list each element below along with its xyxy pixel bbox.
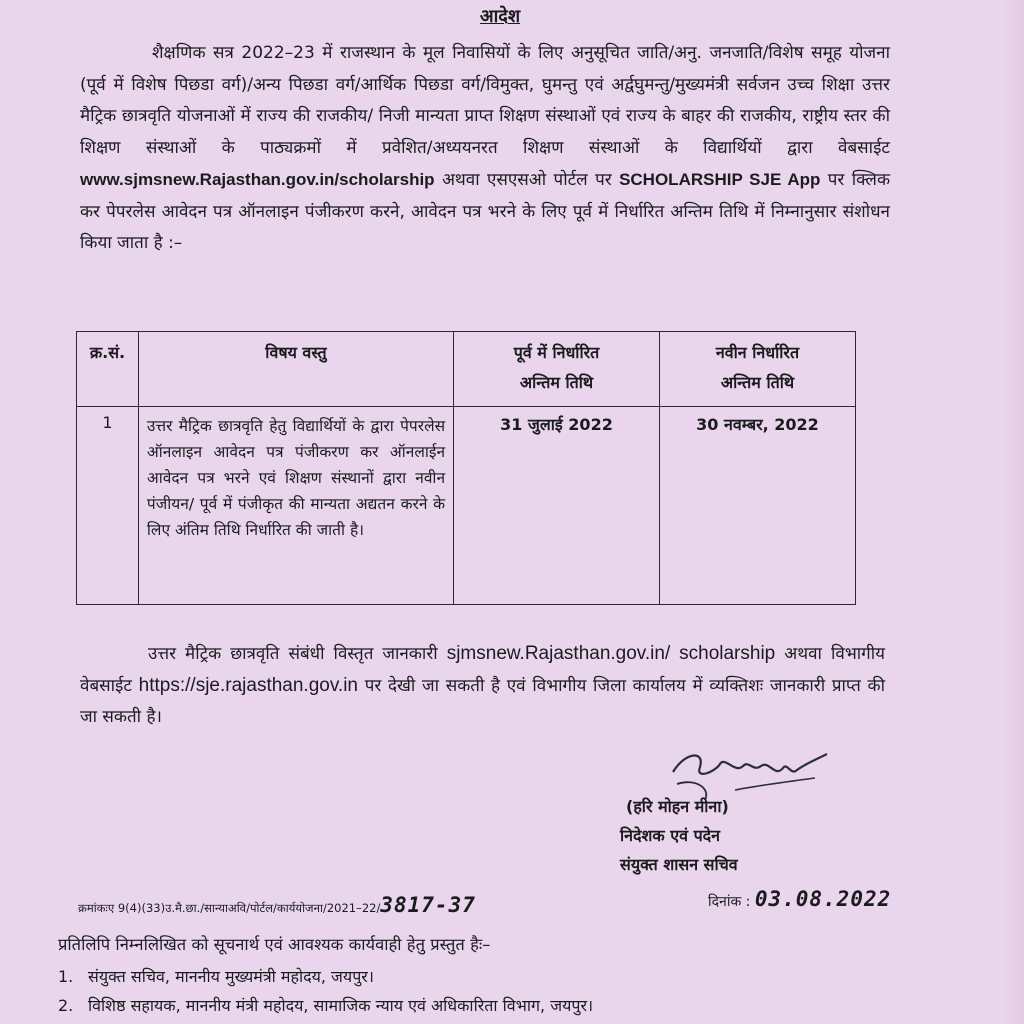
list-item [58, 962, 593, 991]
document-heading: आदेश [479, 6, 521, 27]
intro-text-a: शैक्षणिक सत्र 2022–23 में राजस्थान के मूल निवासियों के लिए अनुसूचित जाति/अनु. जनजाति/विशेष समूह योजना (पूर्व में विशेष पिछडा वर्ग)/अन्य पिछडा वर्ग/आर्थिक पिछडा वर्ग/विमुक्त, घुमन्तु एवं अर्द्वघुमन्तु/मुख्यमंत्री सर्वजन उच्च शिक्षा उत्तर मैट्रिक छात्रवृति योजनाओं में राज्य की राजकीय/ निजी मान्यता प्राप्त शिक्षण संस्थाओं एवं राज्य के बाहर की राजकीय, राष्ट्रीय स्तर की शिक्षण संस्थाओं के पाठ्यक्रमों में प्रवेशित/अध्ययनरत शिक्षण संस्थाओं के विद्यार्थियों द्वारा वेबसाईट [80, 43, 890, 158]
reference-number [78, 893, 476, 917]
deadline-table [76, 331, 856, 605]
header-new-date [659, 332, 855, 407]
scholarship-url: www.sjmsnew.Rajasthan.gov.in/scholarship [80, 170, 435, 189]
reference-prefix: क्रमांकःए 9(4)(33)उ.मै.छा./सान्याअवि/पोर्टल/कार्ययोजना/2021–22/ [78, 901, 381, 915]
header-old-line1: पूर्व में निर्धारित [513, 343, 600, 362]
document-date [708, 887, 891, 911]
signatory-block [620, 792, 800, 879]
header-subject: विषय वस्तु [138, 332, 453, 407]
header-new-line2: अन्तिम तिथि [720, 373, 795, 392]
row-new-date: 30 नवम्बर, 2022 [659, 407, 855, 605]
date-label: दिनांक : [708, 894, 751, 910]
header-new-line1: नवीन निर्धारित [715, 343, 800, 362]
row-subject: उत्तर मैट्रिक छात्रवृति हेतु विद्यार्थियों के द्वारा पेपरलेस ऑनलाइन आवेदन पत्र पंजीकरण कर ऑनलाईन आवेदन पत्र भरने एवं शिक्षण संस्थानों द्वारा नवीन पंजीयन/ पूर्व में पंजीकृत की मान्यता अद्यतन करने के लिए अंतिम तिथि निर्धारित की जाती है। [138, 407, 453, 605]
info-text-c: पर देखी जा सकती है एवं विभागीय जिला कार्यालय में व्यक्तिशः जानकारी प्राप्त की जा सकती है। [80, 676, 886, 727]
copy-to-intro: प्रतिलिपि निम्नलिखित को सूचनार्थ एवं आवश्यक कार्यवाही हेतु प्रस्तुत हैः– [58, 935, 491, 954]
list-item-text: संयुक्त सचिव, माननीय मुख्यमंत्री महोदय, जयपुर। [88, 967, 374, 986]
row-sno: 1 [77, 407, 139, 605]
info-paragraph [80, 638, 885, 733]
signatory-name: (हरि मोहन मीना) [626, 797, 729, 816]
info-text-a: उत्तर मैट्रिक छात्रवृति संबंधी विस्तृत जानकारी [148, 644, 447, 664]
reference-handwritten-number: 3817-37 [380, 893, 476, 917]
scan-edge [1002, 0, 1024, 1024]
header-old-date [454, 332, 660, 407]
info-url-portal: sjmsnew.Rajasthan.gov.in/ scholarship [446, 643, 776, 664]
info-url-website: https://sje.rajasthan.gov.in [138, 675, 358, 696]
intro-text-c: पर क्लिक कर पेपरलेस आवेदन पत्र ऑनलाइन पंजीकरण करने, आवेदन पत्र भरने के लिए पूर्व में निर्धारित अन्तिम तिथि में निम्नानुसार संशोधन किया जाता है :– [80, 170, 890, 253]
signatory-designation-1: निदेशक एवं पदेन [620, 826, 721, 845]
list-item-number: 2. [58, 996, 74, 1015]
row-old-date: 31 जुलाई 2022 [454, 407, 660, 605]
intro-text-b: अथवा एसएसओ पोर्टल पर [434, 170, 620, 190]
table-row [77, 407, 856, 605]
signatory-designation-2: संयुक्त शासन सचिव [620, 855, 738, 874]
scholarship-app-name: SCHOLARSHIP SJE App [619, 170, 821, 189]
list-item-number: 1. [58, 967, 74, 986]
table-header-row [77, 332, 856, 407]
list-item [58, 991, 593, 1020]
header-old-line2: अन्तिम तिथि [519, 373, 594, 392]
info-text-b: अथवा विभागीय वेबसाईट [80, 644, 886, 696]
date-handwritten-value: 03.08.2022 [754, 887, 892, 911]
copy-to-list [58, 962, 593, 1020]
intro-paragraph [80, 38, 890, 260]
list-item-text: विशिष्ठ सहायक, माननीय मंत्री महोदय, सामाजिक न्याय एवं अधिकारिता विभाग, जयपुर। [88, 996, 594, 1015]
header-sno: क्र.सं. [77, 332, 139, 407]
